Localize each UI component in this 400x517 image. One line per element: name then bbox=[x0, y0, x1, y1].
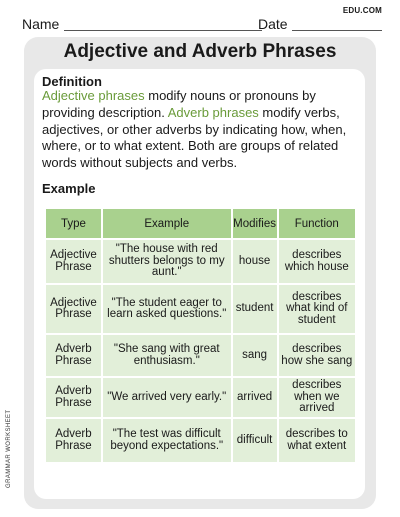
side-label: GRAMMAR WORKSHEET bbox=[6, 409, 12, 488]
header-function: Function bbox=[278, 208, 356, 239]
worksheet-header bbox=[22, 6, 382, 34]
table-row bbox=[45, 334, 356, 377]
table-row bbox=[45, 377, 356, 418]
cell-function: describes what kind of student bbox=[278, 284, 356, 334]
cell-type: Adverb Phrase bbox=[45, 377, 102, 418]
cell-modifies: sang bbox=[232, 334, 278, 377]
name-label: Name bbox=[22, 16, 60, 32]
definition-part-2: modify verbs, adjectives, or other adverbs by indicating how, when, where, or to what extent. Both are groups of related words without subjects and verbs. bbox=[42, 104, 347, 171]
cell-type: Adverb Phrase bbox=[45, 334, 102, 377]
page-title: Adjective and Adverb Phrases bbox=[63, 41, 337, 62]
date-label: Date bbox=[258, 16, 288, 32]
name-line bbox=[64, 30, 262, 31]
adverb-phrases-term: Adverb phrases bbox=[167, 104, 259, 120]
table-row bbox=[45, 418, 356, 463]
header-modifies: Modifies bbox=[232, 208, 278, 239]
cell-function: describes to what extent bbox=[278, 418, 356, 463]
definition-part-1: modify nouns or pronouns by providing description. bbox=[42, 88, 316, 120]
cell-type: Adverb Phrase bbox=[45, 418, 102, 463]
table-row bbox=[45, 284, 356, 334]
cell-function: describes when we arrived bbox=[278, 377, 356, 418]
definition-text bbox=[42, 88, 362, 172]
adjective-phrases-term: Adjective phrases bbox=[42, 88, 145, 103]
cell-type: Adjective Phrase bbox=[45, 284, 102, 334]
date-line bbox=[292, 30, 382, 31]
worksheet-panel bbox=[24, 37, 376, 509]
content-card bbox=[34, 69, 365, 499]
cell-function: describes which house bbox=[278, 239, 356, 284]
cell-example: "We arrived very early." bbox=[102, 377, 232, 418]
cell-example: "The house with red shutters belongs to my aunt." bbox=[102, 239, 232, 284]
definition-heading: Definition bbox=[42, 74, 102, 89]
header-example: Example bbox=[102, 208, 232, 239]
cell-example: "The test was difficult beyond expectations." bbox=[102, 418, 232, 463]
example-heading: Example bbox=[42, 181, 96, 196]
cell-example: "The student eager to learn asked questions." bbox=[102, 284, 232, 334]
cell-type: Adjective Phrase bbox=[45, 239, 102, 284]
table-row bbox=[45, 239, 356, 284]
cell-function: describes how she sang bbox=[278, 334, 356, 377]
cell-modifies: house bbox=[232, 239, 278, 284]
header-type: Type bbox=[45, 208, 102, 239]
table-header-row bbox=[45, 208, 356, 239]
cell-modifies: student bbox=[232, 284, 278, 334]
brand-logo: EDU.COM bbox=[342, 6, 382, 15]
cell-modifies: arrived bbox=[232, 377, 278, 418]
cell-example: "She sang with great enthusiasm." bbox=[102, 334, 232, 377]
cell-modifies: difficult bbox=[232, 418, 278, 463]
example-table bbox=[44, 207, 357, 464]
